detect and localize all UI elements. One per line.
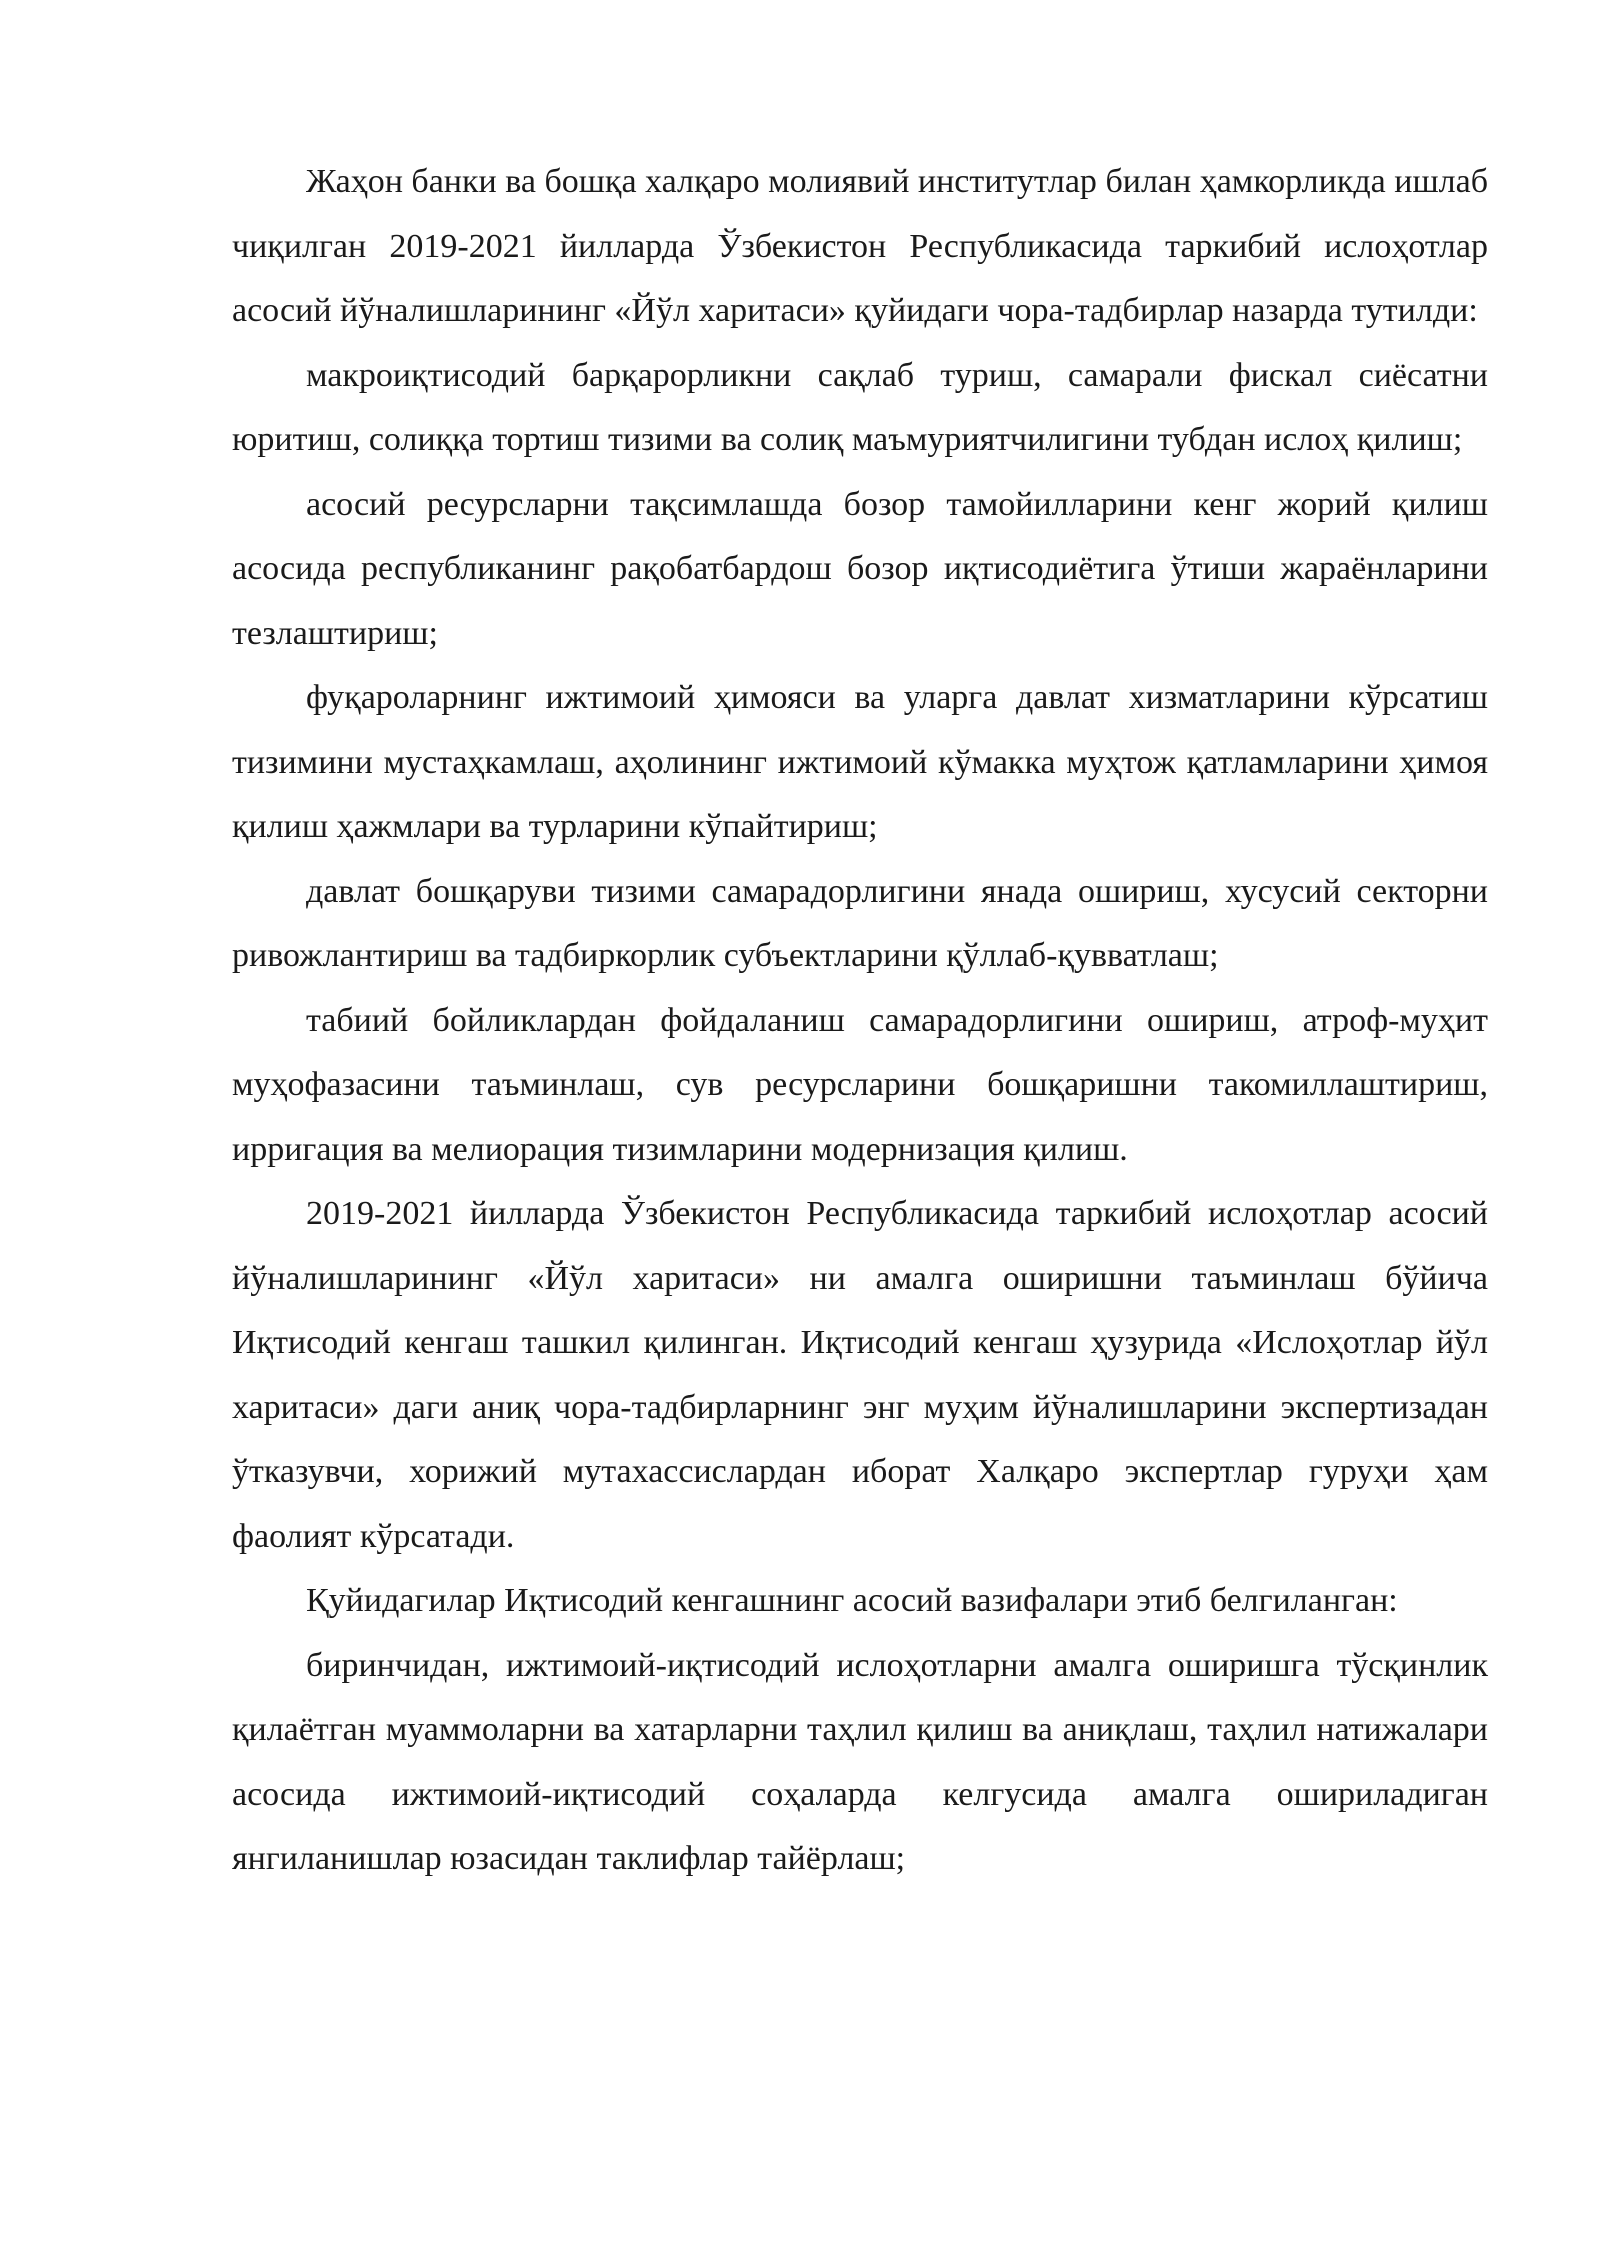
paragraph-6: табиий бойликлардан фойдаланиш самарадорлигини ошириш, атроф-муҳит муҳофазасини таъминлаш, сув ресурсларини бошқаришни такомиллаштириш, ирригация ва мелиорация тизимларини модернизация қилиш. xyxy=(232,1001,1488,1168)
paragraph-4: фуқароларнинг ижтимоий ҳимояси ва уларга давлат хизматларини кўрсатиш тизимини мустаҳкамлаш, аҳолининг ижтимоий кўмакка муҳтож қатламларини ҳимоя қилиш ҳажмлари ва турларини кўпайтириш; xyxy=(232,679,1488,845)
paragraph-8: Қуйидагилар Иқтисодий кенгашнинг асосий вазифалари этиб белгиланган: xyxy=(306,1582,1398,1619)
paragraph-5: давлат бошқаруви тизими самарадорлигини янада ошириш, хусусий секторни ривожлантириш ва тадбиркорлик субъектларини қўллаб-қувватлаш; xyxy=(232,872,1488,974)
paragraph-1: Жаҳон банки ва бошқа халқаро молиявий институтлар билан ҳамкорликда ишлаб чиқилган 2019-2021 йилларда Ўзбекистон Республикасида таркибий ислоҳотлар асосий йўналишларининг «Йўл харитаси» қуйидаги чора-тадбирлар назарда тутилди: xyxy=(232,163,1488,329)
paragraph-2: макроиқтисодий барқарорликни сақлаб туриш, самарали фискал сиёсатни юритиш, солиққа тортиш тизими ва солиқ маъмуриятчилигини тубдан ислоҳ қилиш; xyxy=(232,356,1488,458)
paragraph-7: 2019-2021 йилларда Ўзбекистон Республикасида таркибий ислоҳотлар асосий йўналишларининг «Йўл харитаси» ни амалга оширишни таъминлаш бўйича Иқтисодий кенгаш ташкил қилинган. Иқтисодий кенгаш ҳузурида «Ислоҳотлар йўл харитаси» даги аниқ чора-тадбирларнинг энг муҳим йўналишларини экспертизадан ўтказувчи, хорижий мутахассислардан иборат Халқаро экспертлар гуруҳи ҳам фаолият кўрсатади. xyxy=(232,1195,1488,1555)
document-body xyxy=(232,150,1488,1892)
paragraph-3: асосий ресурсларни тақсимлашда бозор тамойилларини кенг жорий қилиш асосида республиканинг рақобатбардош бозор иқтисодиётига ўтиши жараёнларини тезлаштириш; xyxy=(232,485,1488,652)
paragraph-9: биринчидан, ижтимоий-иқтисодий ислоҳотларни амалга оширишга тўсқинлик қилаётган муаммоларни ва хатарларни таҳлил қилиш ва аниқлаш, таҳлил натижалари асосида ижтимоий-иқтисодий соҳаларда келгусида амалга ошириладиган янгиланишлар юзасидан таклифлар тайёрлаш; xyxy=(232,1646,1488,1877)
